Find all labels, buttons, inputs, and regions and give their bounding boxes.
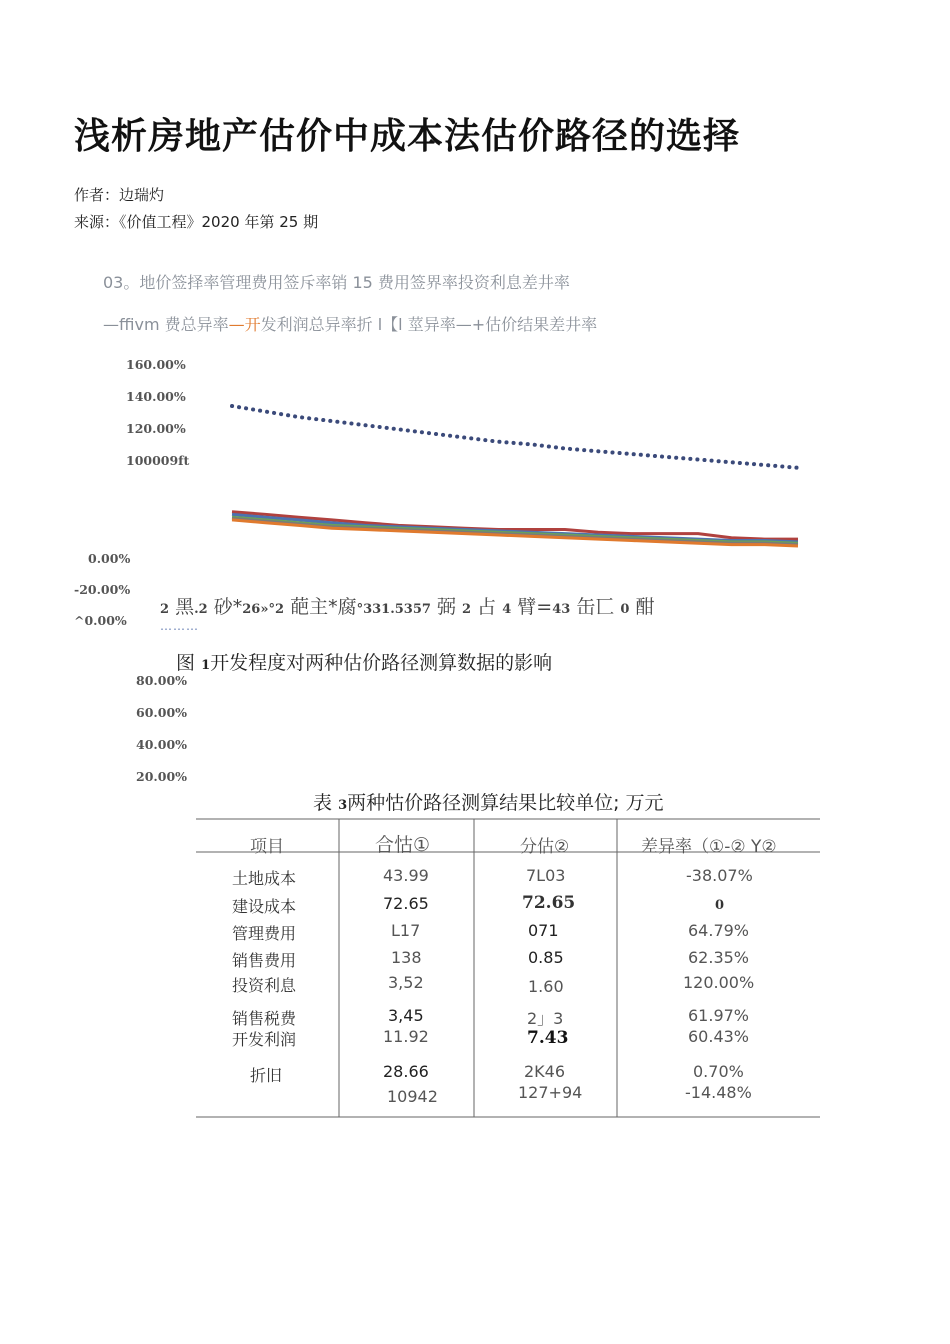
table-header-diff: 差异率（①-② Y② <box>641 837 777 857</box>
table-cell: -38.07% <box>686 866 753 885</box>
chart-legend-line-1: 03。地价签择率管理费用签斥率销 15 费用签界率投资利息差井率 <box>103 273 570 292</box>
table-cell: 64.79% <box>688 921 750 940</box>
table-cell: 10942 <box>387 1087 438 1106</box>
table-row-label: 投资利息 <box>232 976 297 995</box>
table-cell: 3,45 <box>388 1006 424 1025</box>
table-row-label: 销售费用 <box>232 951 297 970</box>
y-tick-label: 140.00% <box>126 389 186 404</box>
table-row-label: 销售税费 <box>232 1009 297 1028</box>
table-header-combined: 合怙① <box>375 834 431 856</box>
garble-part: 弼 <box>436 596 456 618</box>
figure-caption-text: 开发程度对两种估价路径测算数据的影响 <box>210 652 553 674</box>
garble-part: .2 <box>194 602 208 617</box>
table-cell: 120.00% <box>683 973 755 992</box>
garble-part: 酣 <box>635 596 655 618</box>
garble-part: 2 <box>462 602 472 617</box>
garble-part: 0 <box>620 602 630 617</box>
table-header-item: 项目 <box>250 837 284 857</box>
table-cell: 0.85 <box>528 948 564 967</box>
table-row-label: 土地成本 <box>232 869 297 888</box>
table-cell: 3,52 <box>388 973 424 992</box>
y-tick-label: 80.00% <box>136 673 188 688</box>
table-cell: 2」3 <box>527 1009 564 1028</box>
table-cell: 11.92 <box>383 1027 429 1046</box>
figure-caption-pre: 图 <box>176 652 196 674</box>
figure-caption-num: 1 <box>201 658 211 673</box>
y-tick-label: 40.00% <box>136 737 188 752</box>
article-source: 来源：《价值工程》2020 年第 25 期 <box>74 213 319 231</box>
table-cell: 2K46 <box>524 1062 566 1081</box>
table-caption-pre: 表 <box>313 792 333 814</box>
table-cell: 61.97% <box>688 1006 750 1025</box>
y-tick-label: -20.00% <box>74 582 131 597</box>
table-cell: L17 <box>391 921 421 940</box>
table-header-separate: 分估② <box>520 837 570 857</box>
table-cell: 1.60 <box>528 977 564 996</box>
y-tick-label: 0.00% <box>88 551 131 566</box>
table-cell: 138 <box>391 948 422 967</box>
garble-part: 26»°2 <box>242 602 285 617</box>
table-row-label: 管理费用 <box>232 924 297 943</box>
table-cell: 0.70% <box>693 1062 744 1081</box>
garble-part: 臂= <box>517 596 553 618</box>
table-cell: 62.35% <box>688 948 750 967</box>
table-cell: 72.65 <box>383 894 429 913</box>
y-tick-label: ^0.00% <box>74 613 127 628</box>
table-cell: 0 <box>715 898 725 913</box>
garble-part: °331.5357 <box>356 602 431 617</box>
article-title: 浅析房地产估价中成本法估价路径的选择 <box>74 116 741 157</box>
table-cell: 72.65 <box>522 893 576 913</box>
garble-part: 缶匸 <box>576 596 615 618</box>
y-tick-label: 160.00% <box>126 357 186 372</box>
legend-part-a: —ffivm 费总异率 <box>103 315 229 334</box>
garble-part: 砂* <box>213 596 243 618</box>
table-row-label: 建设成本 <box>232 897 297 916</box>
table-caption-num: 3 <box>338 798 348 813</box>
garble-part: 43 <box>552 602 571 617</box>
y-tick-label: 120.00% <box>126 421 186 436</box>
garble-part: 4 <box>502 602 512 617</box>
garble-part: 黑 <box>175 596 195 618</box>
table-cell: 28.66 <box>383 1062 429 1081</box>
table-cell: 071 <box>528 921 559 940</box>
y-tick-label: 60.00% <box>136 705 188 720</box>
legend-part-b: —开 <box>228 315 261 334</box>
table-cell: 43.99 <box>383 866 429 885</box>
y-tick-label: 100009ft <box>126 453 190 468</box>
garble-part: 占 <box>477 596 497 618</box>
garble-part: 2 <box>160 602 170 617</box>
table-cell: 127+94 <box>518 1083 583 1102</box>
garble-part: 葩主*腐 <box>290 596 357 618</box>
legend-part-c: 发利润总异率折 l【l 莖异率—+估价结果差井率 <box>260 315 598 334</box>
table-cell: -14.48% <box>685 1083 752 1102</box>
article-author: 作者：边瑞灼 <box>74 186 165 204</box>
y-tick-label: 20.00% <box>136 769 188 784</box>
table-row-label: 折旧 <box>250 1066 283 1085</box>
table-cell: 7L03 <box>526 866 566 885</box>
table-row-label: 开发利润 <box>232 1030 297 1049</box>
table-cell: 7.43 <box>527 1028 569 1048</box>
table-caption-text: 两种怙价路径测算结果比较单位; 万元 <box>347 792 664 814</box>
chart-dots: ……… <box>160 619 199 633</box>
table-cell: 60.43% <box>688 1027 750 1046</box>
